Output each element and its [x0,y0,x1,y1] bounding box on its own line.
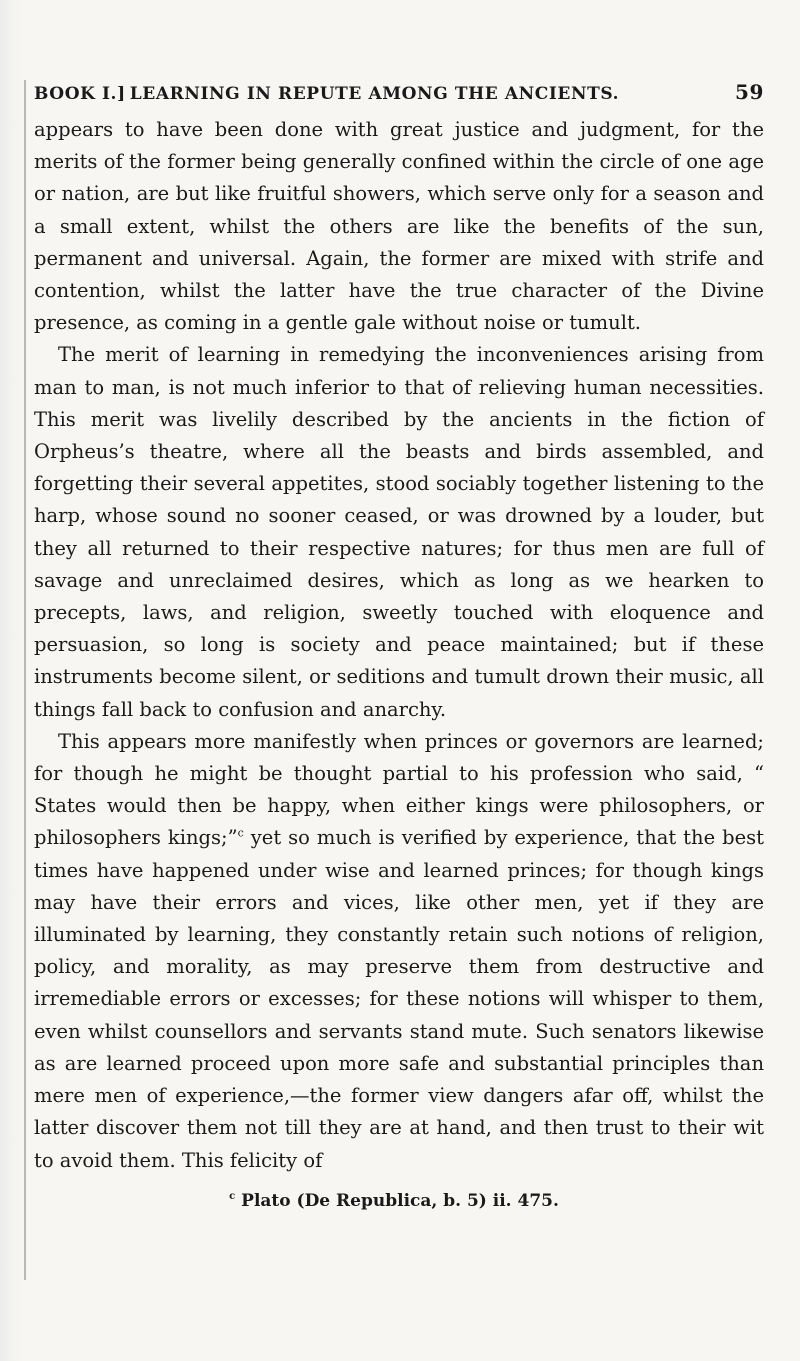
body-text [34,114,764,1177]
footnote [34,1191,764,1211]
paragraph-3-part-1: This appears more manifestly when princes or governors are learned; for though he might be thought partial to his profession who said, “ States would then be happy, when either kings were philosophers, or philosophers kings;” [34,729,764,850]
book-label: BOOK I.] [34,84,126,104]
footnote-mark: c [229,1191,236,1203]
paragraph-3-part-2: yet so much is verified by experience, that the best times have happened under wise and learned princes; for though kings may have their errors and vices, like other men, yet if they are illuminated by learning, they constantly retain such notions of religion, policy, and morality, as may preserve them from destructive and irremediable errors or excesses; for these notions will whisper to them, even whilst counsellors and servants stand mute. Such senators likewise as are learned proceed upon more safe and substantial principles than mere men of experience,—the former view dangers afar off, whilst the latter discover them not till they are at hand, and then trust to their wit to avoid them. This felicity of [34,826,764,1172]
book-page [34,80,764,1211]
footnote-text: Plato (De Republica, b. 5) ii. 475. [241,1190,559,1211]
paragraph-3 [34,726,764,1177]
page-number: 59 [734,80,764,104]
chapter-title: LEARNING IN REPUTE AMONG THE ANCIENTS. [129,84,620,104]
footnote-reference: c [237,826,244,840]
paragraph-1: appears to have been done with great justice and judgment, for the merits of the former being generally confined within the circle of one age or nation, are but like fruitful showers, which serve only for a season and a small extent, whilst the others are like the benefits of the sun, permanent and universal. Again, the former are mixed with strife and contention, whilst the latter have the true character of the Divine presence, as coming in a gentle gale without noise or tumult. [34,118,764,335]
running-head [34,80,764,108]
paragraph-2: The merit of learning in remedying the inconveniences arising from man to man, is not much inferior to that of relieving human necessities. This merit was livelily described by the ancients in the fiction of Orpheus’s theatre, where all the beasts and birds assembled, and forgetting their several appetites, stood sociably together listening to the harp, whose sound no sooner ceased, or was drowned by a louder, but they all returned to their respective natures; for thus men are full of savage and unreclaimed desires, which as long as we hearken to precepts, laws, and religion, sweetly touched with eloquence and persuasion, so long is society and peace maintained; but if these instruments become silent, or seditions and tumult drown their music, all things fall back to confusion and anarchy. [34,343,764,721]
running-head-left [34,84,619,104]
binding-edge-line [24,80,26,1280]
binding-gutter [0,0,22,1361]
